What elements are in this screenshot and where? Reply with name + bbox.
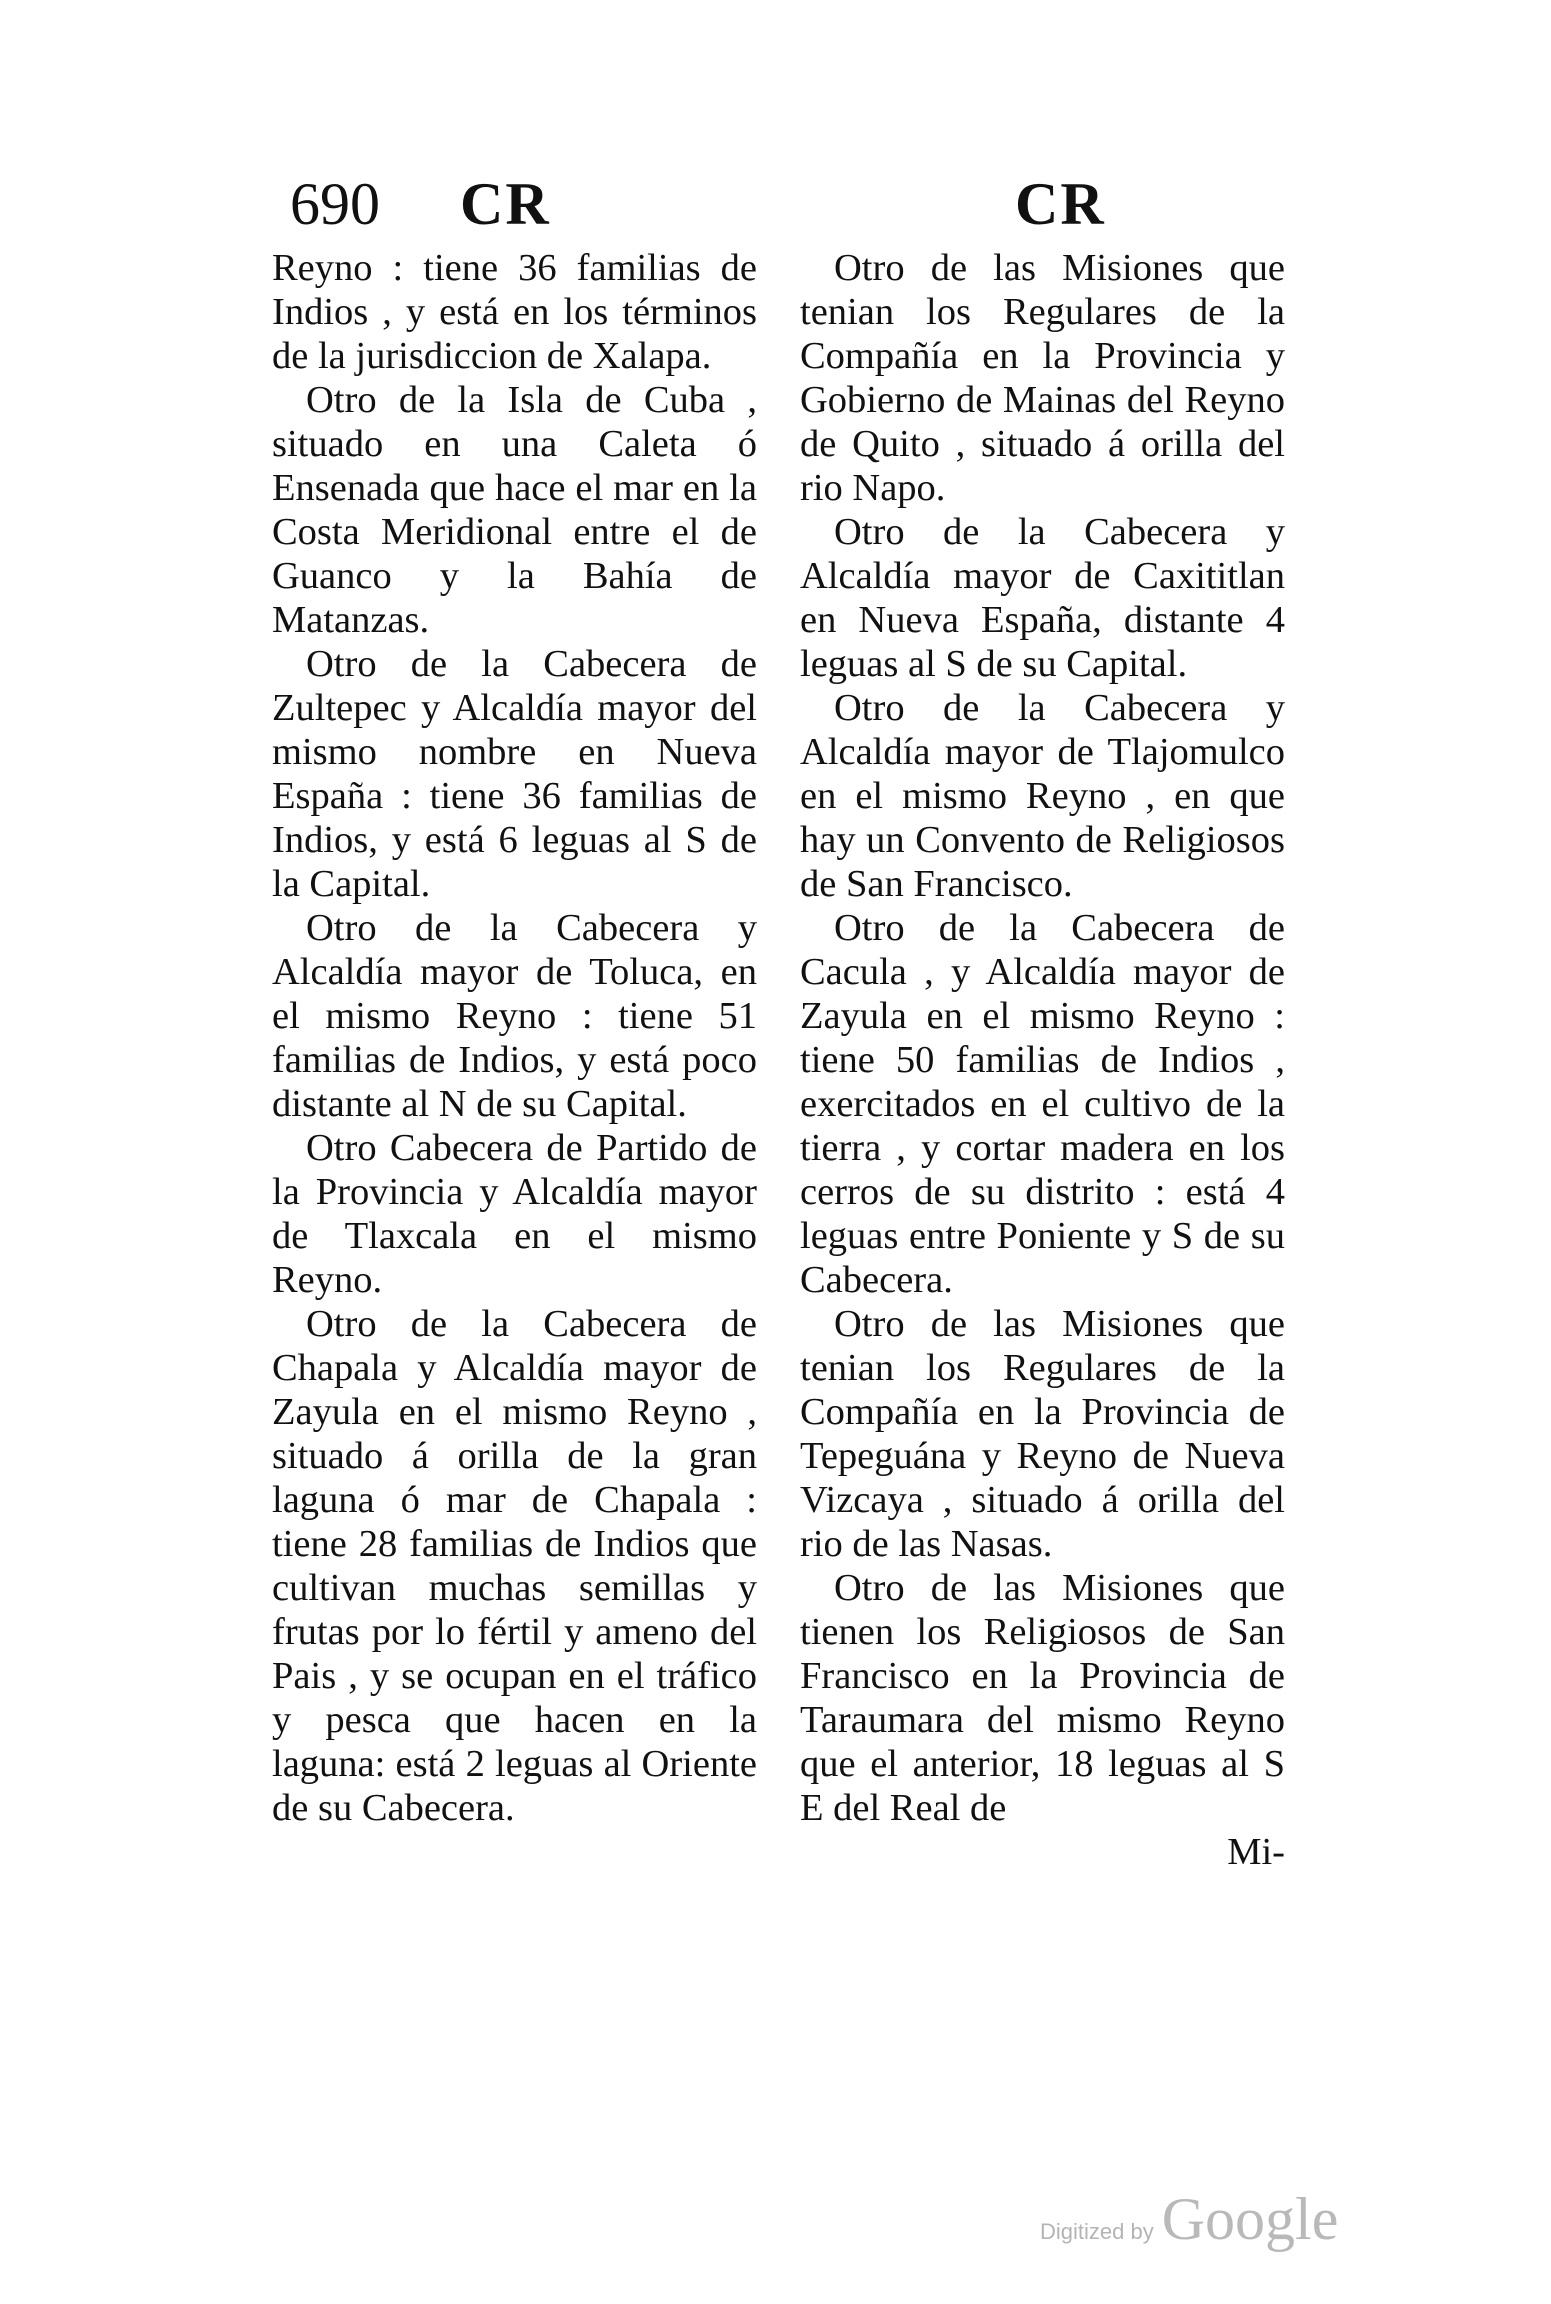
entry-paragraph: Otro de la Cabecera y Alcaldía mayor de Toluca, en el mismo Reyno : tiene 51 familias de Indios, y está poco distante al N de su Capital. (272, 907, 757, 1125)
entry-paragraph: Otro de las Misiones que tienen los Religiosos de San Francisco en la Provincia de Taraumara del mismo Reyno que el anterior, 18 leguas al S E del Real de (800, 1567, 1285, 1829)
right-running-head: CR (1015, 171, 1106, 237)
digitized-label: Digitized by (1040, 2219, 1154, 2244)
running-header (290, 170, 1301, 250)
entry-paragraph: Reyno : tiene 36 familias de Indios , y está en los términos de la jurisdiccion de Xalapa. (272, 247, 757, 377)
entry-paragraph: Otro de la Cabecera de Cacula , y Alcaldía mayor de Zayula en el mismo Reyno : tiene 50 familias de Indios , exercitados en el cultivo de la tierra , y cortar madera en los cerros de su distrito : está 4 leguas entre Poniente y S de su Cabecera. (800, 907, 1285, 1301)
digitized-watermark (1040, 2185, 1338, 2254)
entry-paragraph: Otro de la Cabecera de Chapala y Alcaldía mayor de Zayula en el mismo Reyno , situado á orilla de la gran laguna ó mar de Chapala : tiene 28 familias de Indios que cultivan muchas semillas y frutas por lo fértil y ameno del Pais , y se ocupan en el tráfico y pesca que hacen en la laguna: está 2 leguas al Oriente de su Cabecera. (272, 1303, 757, 1829)
entry-paragraph: Otro de las Misiones que tenian los Regulares de la Compañía en la Provincia de Tepeguána y Reyno de Nueva Vizcaya , situado á orilla del rio de las Nasas. (800, 1303, 1285, 1565)
google-logo: Google (1161, 2186, 1339, 2252)
entry-paragraph: Otro de la Cabecera y Alcaldía mayor de Caxititlan en Nueva España, distante 4 leguas al S de su Capital. (800, 511, 1285, 685)
entry-paragraph: Otro de la Cabecera y Alcaldía mayor de Tlajomulco en el mismo Reyno , en que hay un Convento de Religiosos de San Francisco. (800, 687, 1285, 905)
entry-paragraph: Otro Cabecera de Partido de la Provincia y Alcaldía mayor de Tlaxcala en el mismo Reyno. (272, 1127, 757, 1301)
entry-paragraph: Otro de la Cabecera de Zultepec y Alcaldía mayor del mismo nombre en Nueva España : tiene 36 familias de Indios, y está 6 leguas al S de la Capital. (272, 643, 757, 905)
left-running-head: CR (460, 171, 551, 237)
left-column (272, 246, 757, 1830)
page-number: 690 (290, 171, 380, 237)
entry-paragraph: Otro de la Isla de Cuba , situado en una Caleta ó Ensenada que hace el mar en la Costa Meridional entre el de Guanco y la Bahía de Matanzas. (272, 379, 757, 641)
catchword: Mi- (1227, 1831, 1285, 1873)
entry-paragraph: Otro de las Misiones que tenian los Regulares de la Compañía en la Provincia y Gobierno de Mainas del Reyno de Quito , situado á orilla del rio Napo. (800, 247, 1285, 509)
right-column (800, 246, 1285, 1874)
